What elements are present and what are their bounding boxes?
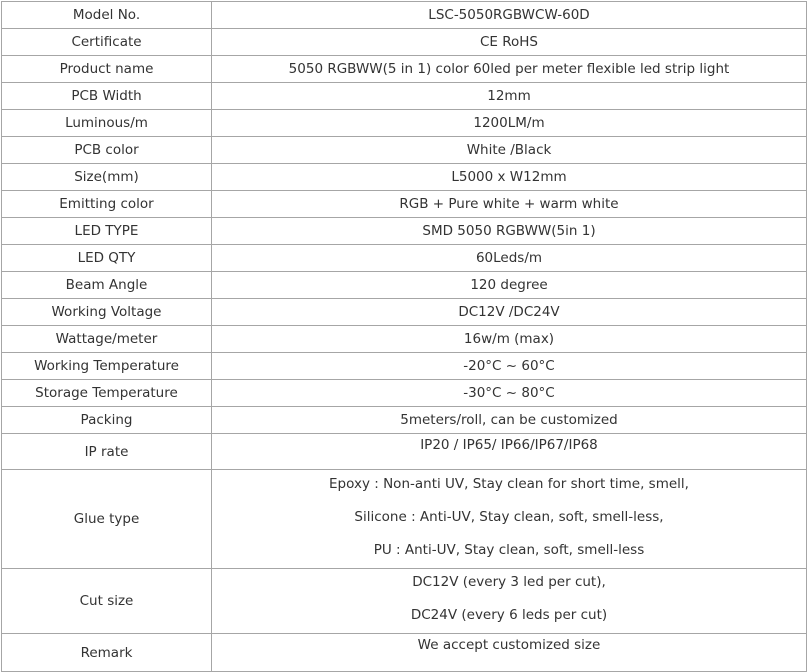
table-row <box>2 272 807 299</box>
row-value-working-temperature: -20°C ~ 60°C <box>212 353 807 380</box>
row-label-led-qty: LED QTY <box>2 245 212 272</box>
row-value-remark: We accept customized size <box>212 634 807 672</box>
table-row <box>2 29 807 56</box>
table-row <box>2 2 807 29</box>
cut-line-dc12v: DC12V (every 3 led per cut), <box>412 574 606 590</box>
row-label-certificate: Certificate <box>2 29 212 56</box>
row-label-glue-type: Glue type <box>2 470 212 569</box>
row-value-wattage: 16w/m (max) <box>212 326 807 353</box>
cut-line-dc24v: DC24V (every 6 leds per cut) <box>410 607 608 623</box>
table-row <box>2 470 807 569</box>
row-label-pcb-width: PCB Width <box>2 83 212 110</box>
table-row <box>2 407 807 434</box>
table-row <box>2 218 807 245</box>
row-value-working-voltage: DC12V /DC24V <box>212 299 807 326</box>
table-row <box>2 569 807 634</box>
row-value-beam-angle: 120 degree <box>212 272 807 299</box>
row-label-pcb-color: PCB color <box>2 137 212 164</box>
row-value-product-name: 5050 RGBWW(5 in 1) color 60led per meter flexible led strip light <box>212 56 807 83</box>
table-row <box>2 83 807 110</box>
row-label-luminous: Luminous/m <box>2 110 212 137</box>
table-row <box>2 434 807 470</box>
row-value-storage-temperature: -30°C ~ 80°C <box>212 380 807 407</box>
glue-line-epoxy: Epoxy : Non-anti UV, Stay clean for short time, smell, <box>329 475 689 492</box>
row-label-model-no: Model No. <box>2 2 212 29</box>
table-row <box>2 164 807 191</box>
row-value-ip-rate: IP20 / IP65/ IP66/IP67/IP68 <box>212 434 807 470</box>
spec-table <box>1 1 807 672</box>
table-row <box>2 634 807 672</box>
row-value-led-qty: 60Leds/m <box>212 245 807 272</box>
table-row <box>2 299 807 326</box>
table-row <box>2 353 807 380</box>
row-label-emitting-color: Emitting color <box>2 191 212 218</box>
row-value-pcb-color: White /Black <box>212 137 807 164</box>
row-label-led-type: LED TYPE <box>2 218 212 245</box>
row-label-working-voltage: Working Voltage <box>2 299 212 326</box>
row-value-packing: 5meters/roll, can be customized <box>212 407 807 434</box>
row-value-glue-type <box>212 470 807 569</box>
row-label-storage-temperature: Storage Temperature <box>2 380 212 407</box>
table-row <box>2 380 807 407</box>
row-value-certificate: CE RoHS <box>212 29 807 56</box>
row-value-pcb-width: 12mm <box>212 83 807 110</box>
table-row <box>2 110 807 137</box>
row-label-product-name: Product name <box>2 56 212 83</box>
table-row <box>2 191 807 218</box>
row-value-led-type: SMD 5050 RGBWW(5in 1) <box>212 218 807 245</box>
table-row <box>2 245 807 272</box>
table-row <box>2 137 807 164</box>
row-label-wattage: Wattage/meter <box>2 326 212 353</box>
row-value-emitting-color: RGB + Pure white + warm white <box>212 191 807 218</box>
row-label-size: Size(mm) <box>2 164 212 191</box>
row-value-cut-size <box>212 569 807 634</box>
glue-line-pu: PU : Anti-UV, Stay clean, soft, smell-less <box>373 541 645 558</box>
row-label-beam-angle: Beam Angle <box>2 272 212 299</box>
row-label-remark: Remark <box>2 634 212 672</box>
row-label-cut-size: Cut size <box>2 569 212 634</box>
row-value-size: L5000 x W12mm <box>212 164 807 191</box>
row-label-packing: Packing <box>2 407 212 434</box>
row-label-ip-rate: IP rate <box>2 434 212 470</box>
row-value-luminous: 1200LM/m <box>212 110 807 137</box>
glue-line-silicone: Silicone : Anti-UV, Stay clean, soft, smell-less, <box>354 508 664 525</box>
table-row <box>2 56 807 83</box>
row-value-model-no: LSC-5050RGBWCW-60D <box>212 2 807 29</box>
row-label-working-temperature: Working Temperature <box>2 353 212 380</box>
table-row <box>2 326 807 353</box>
